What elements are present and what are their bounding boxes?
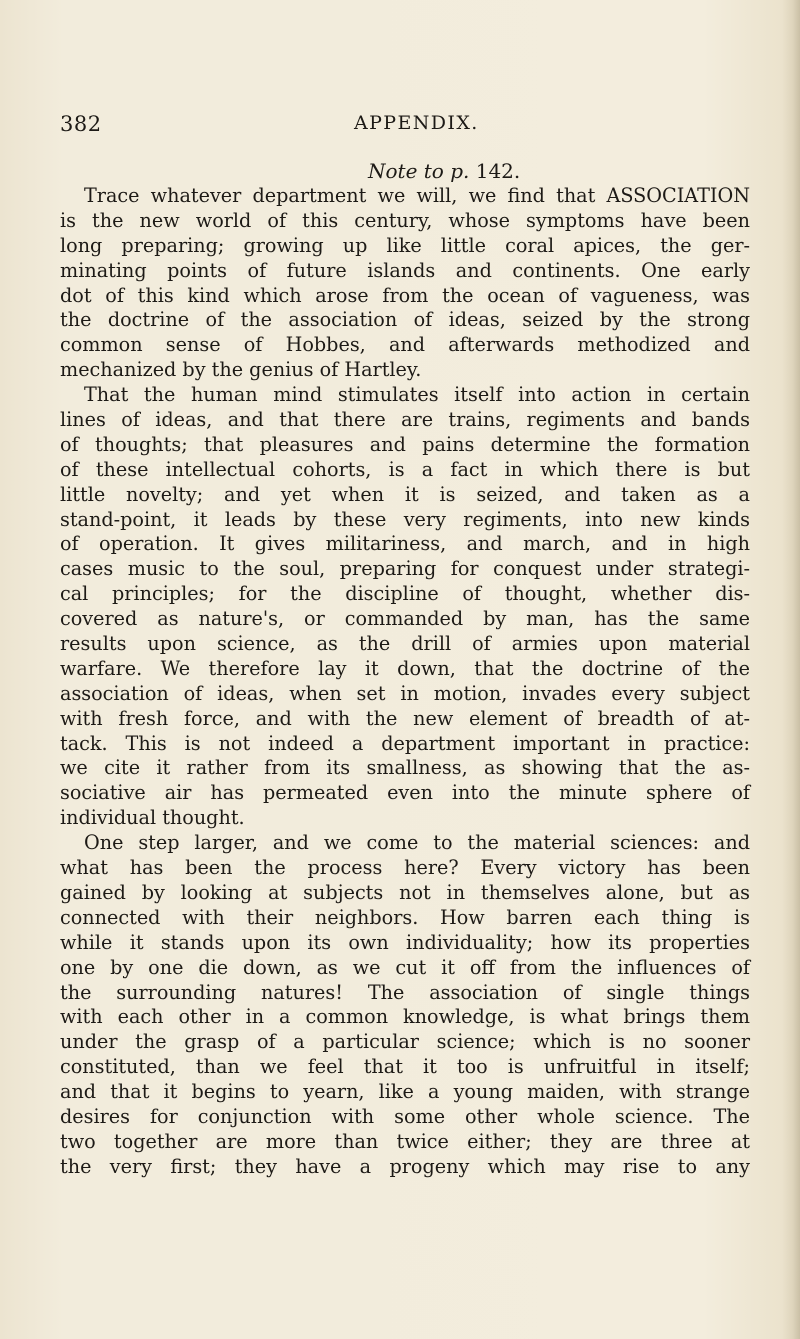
page-edge-shadow <box>782 0 800 1339</box>
body-text <box>60 184 750 1180</box>
text-line: sociative air has permeated even into the minute sphere of <box>60 781 750 805</box>
text-line: is the new world of this century, whose symptoms have been <box>60 208 750 232</box>
paragraph-3 <box>60 831 750 1179</box>
text-line: results upon science, as the drill of armies upon material <box>60 632 750 656</box>
text-line: connected with their neighbors. How barren each thing is <box>60 905 750 929</box>
text-line: covered as nature's, or commanded by man, has the same <box>60 607 750 631</box>
text-line: lines of ideas, and that there are trains, regiments and bands <box>60 408 750 432</box>
text-line: mechanized by the genius of Hartley. <box>60 358 422 382</box>
text-line: One step larger, and we come to the material sciences: and <box>84 831 750 855</box>
text-line: dot of this kind which arose from the ocean of vagueness, was <box>60 283 750 307</box>
text-line: cases music to the soul, preparing for conquest under strategi- <box>60 557 750 581</box>
text-line: two together are more than twice either; they are three at <box>60 1129 750 1153</box>
paragraph-2 <box>60 383 750 831</box>
text-line: individual thought. <box>60 806 245 830</box>
text-line: cal principles; for the discipline of thought, whether dis- <box>60 582 750 606</box>
note-page-ref: 142. <box>475 159 521 183</box>
text-line: stand-point, it leads by these very regiments, into new kinds <box>60 507 750 531</box>
text-line: warfare. We therefore lay it down, that the doctrine of the <box>60 656 750 680</box>
text-line: gained by looking at subjects not in themselves alone, but as <box>60 880 750 904</box>
page-header <box>60 112 760 142</box>
text-line: we cite it rather from its smallness, as showing that the as- <box>60 756 750 780</box>
text-line: tack. This is not indeed a department important in practice: <box>60 731 750 755</box>
text-line: little novelty; and yet when it is seized, and taken as a <box>60 482 750 506</box>
text-line: what has been the process here? Every victory has been <box>60 856 750 880</box>
text-line: long preparing; growing up like little coral apices, the ger- <box>60 233 750 257</box>
text-line: That the human mind stimulates itself into action in certain <box>84 383 750 407</box>
note-label: Note to p. <box>368 159 470 183</box>
paragraph-1 <box>60 184 750 383</box>
text-line: constituted, than we feel that it too is unfruitful in itself; <box>60 1055 750 1079</box>
text-line: with fresh force, and with the new element of breadth of at- <box>60 706 750 730</box>
text-line: under the grasp of a particular science; which is no sooner <box>60 1030 750 1054</box>
text-line: the doctrine of the association of ideas, seized by the strong <box>60 308 750 332</box>
text-line: the very first; they have a progeny which may rise to any <box>60 1154 750 1178</box>
text-line: and that it begins to yearn, like a young maiden, with strange <box>60 1080 750 1104</box>
text-line: common sense of Hobbes, and afterwards methodized and <box>60 333 750 357</box>
text-line: Trace whatever department we will, we find that ASSOCIATION <box>84 184 750 207</box>
text-line: while it stands upon its own individuality; how its properties <box>60 930 750 954</box>
text-line: desires for conjunction with some other whole science. The <box>60 1104 750 1128</box>
page-number: 382 <box>60 112 102 136</box>
text-line: of these intellectual cohorts, is a fact in which there is but <box>60 457 750 481</box>
text-line: one by one die down, as we cut it off from the influences of <box>60 955 750 979</box>
text-line: of thoughts; that pleasures and pains determine the formation <box>60 432 750 456</box>
note-heading <box>368 159 520 183</box>
text-line: the surrounding natures! The association of single things <box>60 980 750 1004</box>
text-line: minating points of future islands and continents. One early <box>60 258 750 282</box>
text-line: with each other in a common knowledge, is what brings them <box>60 1005 750 1029</box>
running-head: APPENDIX. <box>354 112 479 134</box>
text-line: association of ideas, when set in motion, invades every subject <box>60 681 750 705</box>
text-line: of operation. It gives militariness, and march, and in high <box>60 532 750 556</box>
